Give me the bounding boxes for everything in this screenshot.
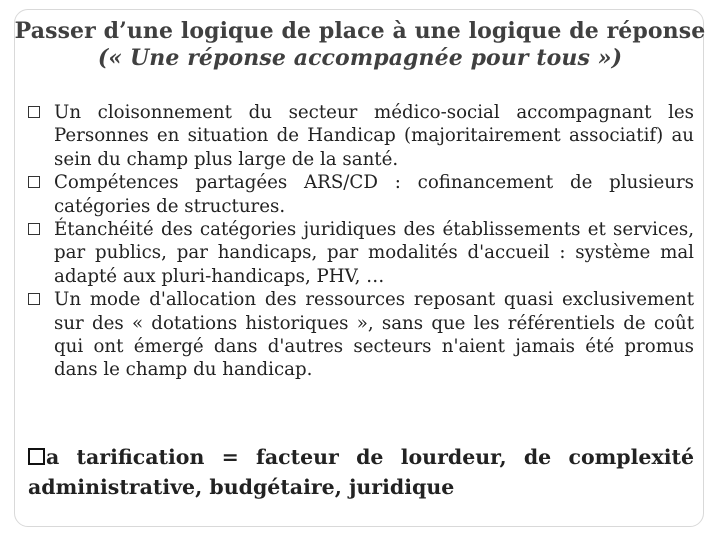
bullet-text: Compétences partagées ARS/CD : cofinancement de plusieurs catégories de structures.: [54, 172, 694, 217]
bullet-item: [28, 171, 694, 218]
checkbox-icon: [28, 293, 40, 305]
bullet-item: [28, 218, 694, 288]
bullet-item: [28, 101, 694, 171]
checkbox-icon: [28, 448, 45, 465]
bullet-list: [28, 101, 694, 382]
conclusion: [28, 442, 694, 502]
bullet-text: Étanchéité des catégories juridiques des établissements et services, par publics, par handicaps, par modalités d'accueil : système mal adapté aux pluri-handicaps, PHV, …: [54, 219, 694, 287]
title-line1: Passer d’une logique de place à une logique de réponse: [14, 18, 706, 44]
checkbox-icon: [28, 223, 40, 235]
bullet-item: [28, 288, 694, 382]
checkbox-icon: [28, 106, 40, 118]
bullet-text: Un mode d'allocation des ressources reposant quasi exclusivement sur des « dotations historiques », sans que les référentiels de coût qui ont émergé dans d'autres secteurs n'aient jamais été promus dans le champ du handicap.: [54, 289, 694, 381]
checkbox-icon: [28, 176, 40, 188]
bullet-text: Un cloisonnement du secteur médico-social accompagnant les Personnes en situation de Handicap (majoritairement associatif) au sein du champ plus large de la santé.: [54, 102, 694, 170]
slide-title: [0, 18, 720, 72]
title-subtitle: (« Une réponse accompagnée pour tous »): [97, 45, 623, 71]
conclusion-text: a tarification = facteur de lourdeur, de complexité administrative, budgétaire, juridique: [28, 445, 694, 499]
